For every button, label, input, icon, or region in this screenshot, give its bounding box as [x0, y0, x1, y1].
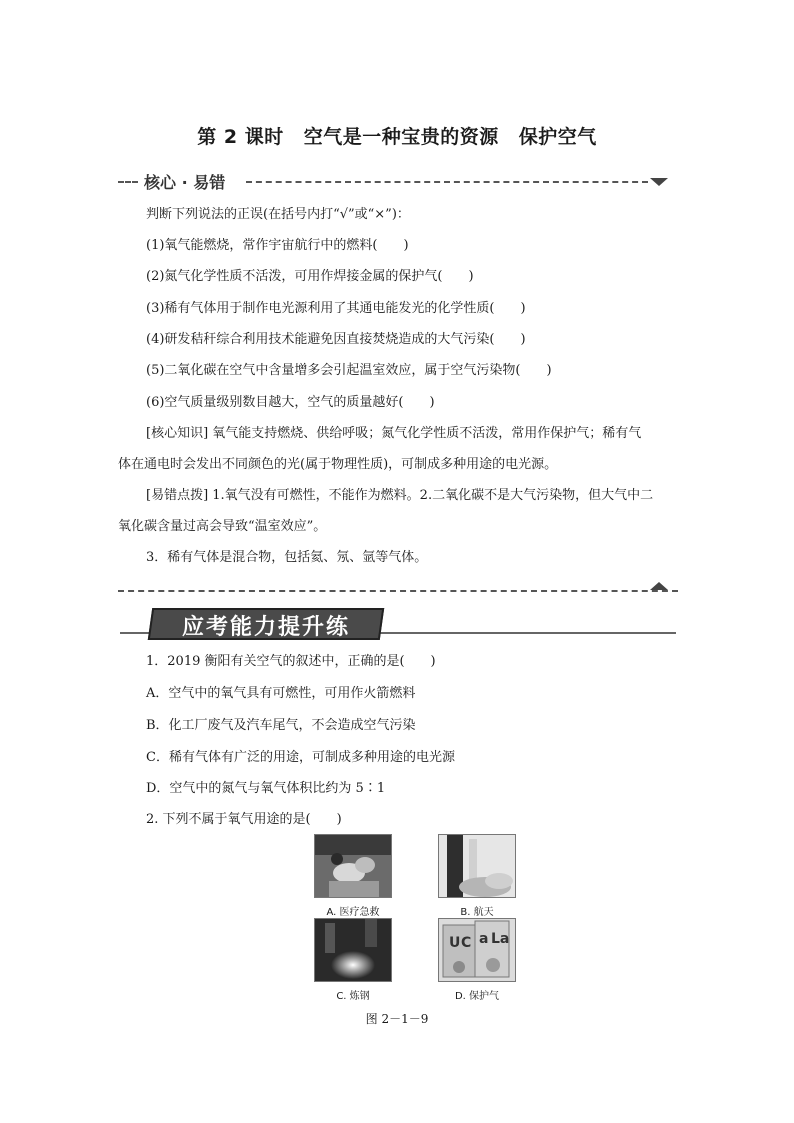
question-1-option-c: C．稀有气体有广泛的用途，可制成多种用途的电光源	[146, 750, 455, 765]
practice-banner	[120, 608, 676, 640]
medical-rescue-photo-icon	[314, 834, 392, 898]
svg-text:La: La	[491, 931, 510, 947]
svg-text:a: a	[479, 931, 489, 947]
figure-c-caption: C. 炼钢	[336, 991, 370, 1002]
figure-a-caption: A. 医疗急救	[326, 907, 380, 918]
figure-caption: 图 2－1－9	[365, 1012, 429, 1026]
statement-6: (6)空气质量级别数目越大，空气的质量越好( )	[146, 395, 435, 410]
lesson-number: 第 2 课时	[197, 126, 284, 148]
question-1-option-a: A．空气中的氧气具有可燃性，可用作火箭燃料	[146, 686, 416, 701]
figure-a	[314, 834, 392, 918]
rocket-launch-photo-icon	[438, 834, 516, 898]
core-section-heading: 核心 · 易错	[140, 170, 229, 193]
svg-text:C: C	[461, 935, 472, 951]
statement-3: (3)稀有气体用于制作电光源利用了其通电能发光的化学性质( )	[146, 301, 526, 316]
steelmaking-photo-icon	[314, 918, 392, 982]
food-package-photo-icon	[438, 918, 516, 982]
figure-d	[438, 918, 516, 1002]
divider	[246, 181, 648, 183]
core-knowledge-line-2: 体在通电时会发出不同颜色的光(属于物理性质)，可制成多种用途的电光源。	[118, 457, 558, 472]
instruction: 判断下列说法的正误(在括号内打“√”或“×”)：	[146, 207, 410, 222]
triangle-down-icon	[650, 178, 668, 186]
lesson-title: 空气是一种宝贵的资源	[303, 126, 499, 148]
svg-text:U: U	[449, 935, 461, 951]
figure-d-caption: D. 保护气	[454, 991, 500, 1002]
figure-c	[314, 918, 392, 1002]
error-tips-line-3: 3．稀有气体是混合物，包括氦、氖、氩等气体。	[146, 550, 428, 565]
core-section-end	[118, 584, 678, 598]
question-1-option-d: D．空气中的氮气与氧气体积比约为 5∶1	[146, 781, 386, 796]
question-1-stem: 1．2019 衡阳有关空气的叙述中，正确的是( )	[146, 654, 436, 669]
divider	[118, 181, 138, 183]
divider	[118, 590, 678, 592]
triangle-up-icon	[650, 582, 668, 590]
question-1-option-b: B．化工厂废气及汽车尾气，不会造成空气污染	[146, 718, 416, 733]
practice-banner-label: 应考能力提升练	[181, 615, 350, 640]
error-tips-line-2: 氧化碳含量过高会导致“温室效应”。	[118, 519, 327, 534]
page-title	[0, 122, 794, 149]
error-tips-line-1: [易错点拨] 1.氧气没有可燃性，不能作为燃料。2.二氧化碳不是大气污染物，但大气中二	[146, 488, 654, 503]
question-2-stem: 2. 下列不属于氧气用途的是( )	[146, 812, 342, 827]
core-knowledge-line-1: [核心知识] 氧气能支持燃烧、供给呼吸；氮气化学性质不活泼，常用作保护气；稀有气	[146, 426, 642, 441]
core-section-header	[118, 170, 678, 192]
statement-4: (4)研发秸秆综合利用技术能避免因直接焚烧造成的大气污染( )	[146, 332, 526, 347]
figure-b	[438, 834, 516, 918]
statement-5: (5)二氧化碳在空气中含量增多会引起温室效应，属于空气污染物( )	[146, 363, 552, 378]
lesson-subtitle: 保护空气	[518, 126, 597, 148]
statement-1: (1)氧气能燃烧，常作宇宙航行中的燃料( )	[146, 238, 409, 253]
figure-b-caption: B. 航天	[460, 907, 494, 918]
statement-2: (2)氮气化学性质不活泼，可用作焊接金属的保护气( )	[146, 269, 474, 284]
